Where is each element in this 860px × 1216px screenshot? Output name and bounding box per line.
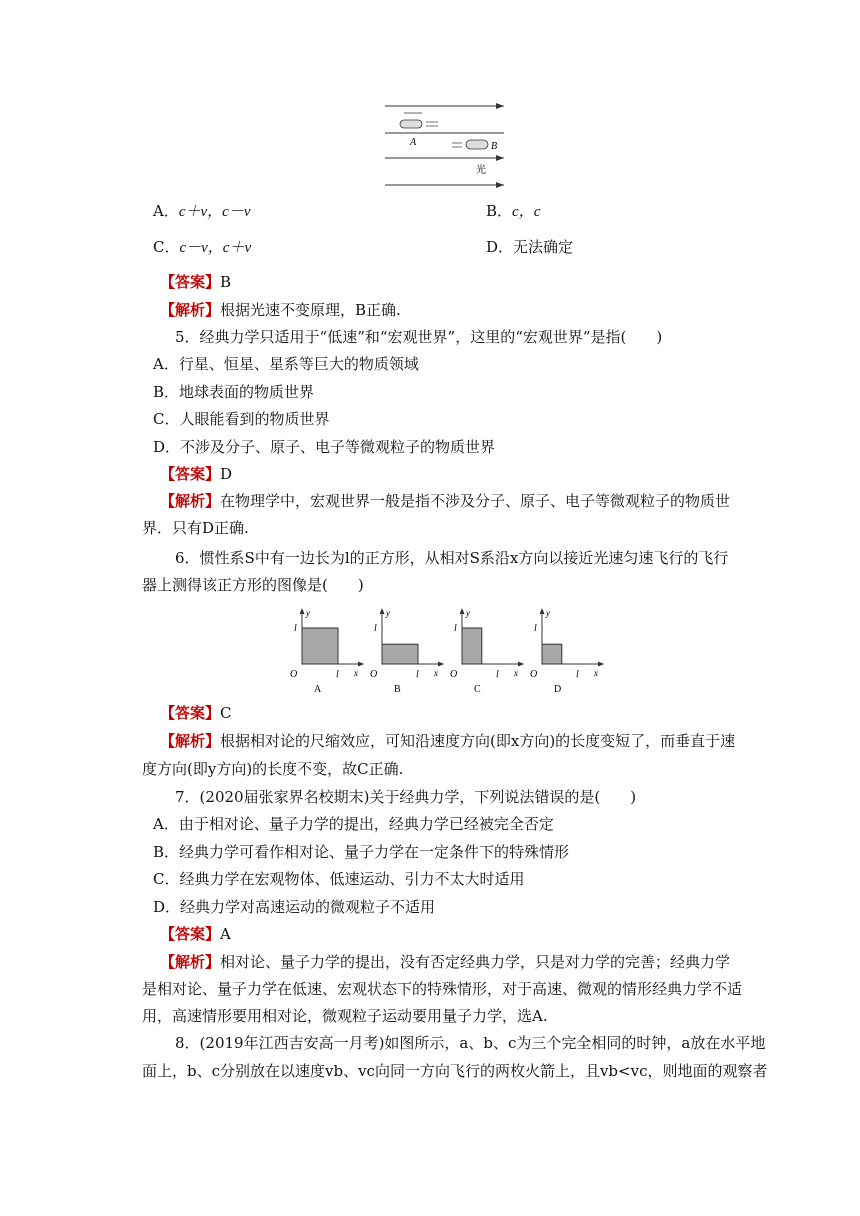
y-label: y — [306, 608, 310, 618]
q5-option-c: C．人眼能看到的物质世界 — [153, 410, 330, 428]
x-axis-arrow — [358, 662, 364, 667]
l-label-x: l — [416, 669, 419, 680]
x-label: x — [594, 668, 598, 678]
q5-option-d: D．不涉及分子、原子、电子等微观粒子的物质世界 — [153, 438, 496, 456]
q7-option-b: B．经典力学可看作相对论、量子力学在一定条件下的特殊情形 — [153, 843, 570, 861]
y-axis-arrow — [380, 608, 385, 614]
graph-c — [450, 608, 524, 695]
label-light: 光 — [476, 165, 486, 176]
y-axis-arrow — [540, 608, 545, 614]
q8-stem-line2: 面上，b、c分别放在以速度vb、vc向同一方向飞行的两枚火箭上，且vb<vc，则地面的观察者 — [142, 1062, 768, 1080]
q4-option-c: C．c－v，c＋v — [153, 238, 252, 256]
q5-option-a: A．行星、恒星、星系等巨大的物质领域 — [153, 355, 419, 373]
light-figure — [380, 96, 510, 190]
l-label-x: l — [576, 669, 579, 680]
q7-stem: 7．(2020届张家界名校期末)关于经典力学，下列说法错误的是( ) — [175, 788, 637, 806]
label-b: B — [491, 141, 498, 152]
y-axis-arrow — [300, 608, 305, 614]
graph-a — [290, 608, 364, 695]
y-label: y — [386, 608, 390, 618]
vehicle-a — [400, 120, 422, 128]
x-label: x — [514, 668, 518, 678]
graph-letter: D — [554, 684, 562, 695]
q5-analysis-line1: 【解析】在物理学中，宏观世界一般是指不涉及分子、原子、电子等微观粒子的物质世 — [160, 492, 731, 510]
q7-option-c: C．经典力学在宏观物体、低速运动、引力不太大时适用 — [153, 870, 525, 888]
q6-analysis-line2: 度方向(即y方向)的长度不变，故C正确. — [142, 760, 404, 778]
q5-answer: 【答案】D — [160, 465, 233, 483]
x-label: x — [354, 668, 358, 678]
graph-d — [530, 608, 604, 695]
q4-option-d: D．无法确定 — [486, 238, 574, 256]
x-axis-arrow — [518, 662, 524, 667]
origin-label: O — [530, 669, 538, 680]
x-axis-arrow — [598, 662, 604, 667]
label-a: A — [410, 137, 417, 148]
q8-stem-line1: 8．(2019年江西吉安高一月考)如图所示，a、b、c为三个完全相同的时钟，a放在水平地 — [175, 1034, 766, 1052]
y-axis-arrow — [460, 608, 465, 614]
shape-rect — [462, 628, 482, 664]
q7-analysis-line1: 【解析】相对论、量子力学的提出，没有否定经典力学，只是对力学的完善；经典力学 — [160, 953, 731, 971]
q5-analysis-line2: 界．只有D正确. — [142, 519, 249, 537]
shape-rect — [542, 644, 562, 664]
q4-option-a: A．c＋v，c－v — [153, 202, 251, 220]
x-label: x — [434, 668, 438, 678]
q4-option-b: B．c，c — [486, 202, 541, 220]
x-axis-arrow — [438, 662, 444, 667]
q7-option-d: D．经典力学对高速运动的微观粒子不适用 — [153, 898, 436, 916]
q7-answer: 【答案】A — [160, 925, 231, 943]
q5-stem: 5．经典力学只适用于“低速”和“宏观世界”，这里的“宏观世界”是指( ) — [175, 328, 663, 346]
y-label: y — [466, 608, 470, 618]
q5-option-b: B．地球表面的物质世界 — [153, 383, 315, 401]
l-label-y: l — [374, 623, 377, 634]
q4-analysis: 【解析】根据光速不变原理，B正确. — [160, 301, 401, 319]
vehicle-b — [466, 140, 488, 149]
l-label-y: l — [294, 623, 297, 634]
q6-answer: 【答案】C — [160, 704, 232, 722]
q6-analysis-line1: 【解析】根据相对论的尺缩效应，可知沿速度方向(即x方向)的长度变短了，而垂直于速 — [160, 732, 736, 750]
shape-rect — [382, 644, 418, 664]
graph-letter: A — [314, 684, 322, 695]
q7-analysis-line2: 是相对论、量子力学在低速、宏观状态下的特殊情形，对于高速、微观的情形经典力学不适 — [142, 980, 743, 998]
q7-option-a: A．由于相对论、量子力学的提出，经典力学已经被完全否定 — [153, 815, 554, 833]
l-label-x: l — [496, 669, 499, 680]
q4-answer: 【答案】B — [160, 273, 232, 291]
l-label-y: l — [454, 623, 457, 634]
q6-stem-line1: 6．惯性系S中有一边长为l的正方形，从相对S系沿x方向以接近光速匀速飞行的飞行 — [175, 549, 729, 567]
q6-stem-line2: 器上测得该正方形的图像是( ) — [142, 576, 364, 594]
y-label: y — [546, 608, 550, 618]
l-label-y: l — [534, 623, 537, 634]
q6-graphs-figure — [288, 604, 608, 696]
q7-analysis-line3: 用，高速情形要用相对论，微观粒子运动要用量子力学，选A. — [142, 1007, 548, 1025]
graph-b — [370, 608, 444, 695]
graph-letter: C — [474, 684, 481, 695]
graph-letter: B — [394, 684, 401, 695]
l-label-x: l — [336, 669, 339, 680]
origin-label: O — [290, 669, 298, 680]
shape-rect — [302, 628, 338, 664]
origin-label: O — [370, 669, 378, 680]
origin-label: O — [450, 669, 458, 680]
